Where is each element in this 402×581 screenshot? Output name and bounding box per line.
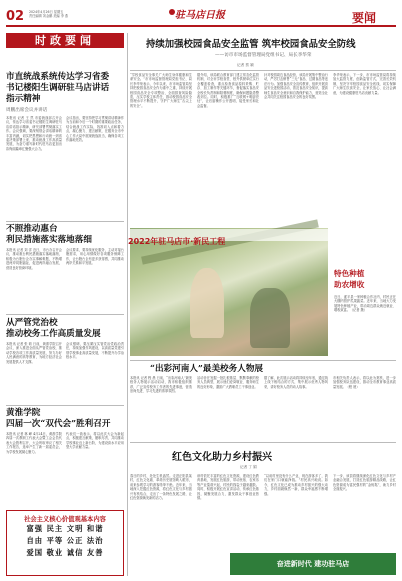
divider [6, 314, 124, 315]
body-text: 活动旨在发掘一批扎根基层、默默奉献的校务人员典型，展示他们爱岗敬业、服务师生的良好形象，激励广大教职员工干事创业。 [197, 376, 259, 389]
body-text: “以前村里没有什么产业，现在游客多了，我们在家门口就能挣钱。”村民高兴地说。如今，红色文化已成为推动乡村振兴的强大动力，乡村面貌焕然一新，群众幸福感不断增强。 [264, 474, 328, 496]
main-headline[interactable]: 持续加强校园食品安全监管 筑牢校园食品安全防线 [146, 39, 356, 50]
left-headline-2[interactable] [6, 224, 126, 246]
left-subheadline-1: 周鹏出席会议并讲话 [6, 108, 48, 113]
body-text: 本报讯 记者 程 晨 日前，“出彩河南人”最美校务人物展示活动启动，我市积极组织推荐，广泛宣传校务工作者的先进事迹，营造崇尚先进、学习先进的浓厚氛围。 [130, 376, 192, 394]
left-headline-3[interactable] [6, 318, 126, 340]
divider [130, 360, 396, 361]
body-text: 针对校园周边食品经营，该局开展集中整治行动，严厉打击销售“三无”食品、过期食品等违法行为。加强食品安全宣传教育，组织开展食品安全进校园活动，普及食品安全知识，提高师生食品安全意识和自我保护能力，营造全社会共同关注校园食品安全的良好氛围。 [264, 73, 328, 100]
masthead-rule [6, 25, 396, 27]
story2-headline[interactable]: “出彩河南人”最美校务人物展 [150, 364, 264, 374]
column-tag [6, 33, 124, 48]
bottom-banner-text: 奋进新时代 建功驻马店 [276, 560, 350, 568]
left-headline-4-line: 四届一次“双代会”胜利召开 [6, 419, 111, 429]
body-text: 会议指出，要坚持把学习贯彻讲话精神作为当前和今后一个时期的重要政治任务，结合统战工作实际，找准切入点和着力点，凝心聚力、建言献策，在服务全市中心工作大局中展现统战担当，确保各项工作落地见效。 [66, 116, 124, 143]
body-text: 本报讯 记者 王 然 市委统战部召开会议，传达学习省委书记楼阳生调研驻马店讲话指示精神，研究部署贯彻落实工作。会议强调，要深刻领会讲话精神的丰富内涵，切实把思想和行动统一到省委决策部署上来，推动统战工作高质量发展，为奋力谱写新时代驻马店更加出彩绚丽篇章汇聚强大合力。 [6, 116, 62, 151]
body-text: 代表们一致表示，将以此次大会为新起点，积极建言献策，履职尽责，共同推动学校事业迈上新台阶，为建设高水平应用型大学贡献力量。 [66, 432, 124, 450]
photo-person [190, 268, 224, 338]
body-text: 会议要求，要持续优化服务，主动对接台胞需求，用心用情做好各项服务保障工作，让台胞台企有更多获得感，共同推动两岸关系和平发展。 [66, 248, 124, 266]
divider [6, 405, 124, 406]
bottom-banner [230, 553, 396, 575]
left-headline-1-line: 书记楼阳生调研驻马店讲话 [6, 83, 110, 93]
left-headline-2-line: 不照推动惠台 [6, 224, 58, 234]
left-headline-4[interactable] [6, 408, 126, 430]
main-byline: 记者 蔡 颖 [237, 63, 254, 67]
divider [6, 221, 124, 222]
core-values-row: 富强 民主 文明 和谐 [26, 524, 104, 533]
left-headline-3-line: 推动校务工作高质量发展 [6, 329, 101, 339]
left-headline-1[interactable] [6, 72, 126, 105]
body-text: 李华荣表示，下一步，市市场监管局将持续加大监管力度，创新监管方式，完善长效机制，坚决守牢校园食品安全底线，切实保障广大师生饮食安全，让家长放心、让社会满意，为建设健康驻马店贡献力量。 [333, 73, 396, 95]
photo-banner-text: 2022年驻马店市·新民工程 [128, 237, 226, 246]
editor-line: 责任编辑 刘金鹏 美编 李 燕 [29, 14, 69, 19]
body-text: 本报讯 记者 林 峰 4月24日，黄淮学院四届一次教职工代表大会暨工会会员代表大会胜利召开，大会听取审议了相关工作报告，选举产生了新一届委员会，为学校发展凝心聚力。 [6, 432, 62, 454]
body-text: 本报讯 记者 刘 洋 近日，市台办召开会议，推动惠台利民措施落实落地落细，积极为台胞台企办实事解难题，不断增进两岸同胞福祉，促进两岸融合发展，营造良好营商环境。 [6, 248, 62, 270]
column-divider [127, 33, 128, 576]
issue-date [29, 10, 89, 18]
main-subtitle: ——访市市场监督管理局党组书记、局长李华荣 [215, 53, 312, 58]
left-headline-1-line: 指示精神 [6, 94, 41, 104]
photo-caption-title [334, 268, 396, 290]
body-text: 下一步，该县将继续深化红色文化与乡村产业融合发展，打造红色旅游精品线路，让红色资源成为富民强村的“金钥匙”，助力乡村全面振兴。 [333, 474, 396, 492]
body-text: 据介绍，该局联合教育部门建立常态化监管机制，对全市学校食堂、校外供餐单位实行全覆盖检查，重点检查食品原料采购、贮存、加工制作等关键环节，督促落实食品安全校长负责制和陪餐制度，确保问题隐患整改到位。同时，积极推广“互联网+明厨亮灶”，让后厨操作公开透明，接受家长和社会监督。 [197, 73, 259, 108]
photo-banner [128, 229, 328, 246]
page-number: 02 [6, 9, 25, 24]
core-values-row: 爱国 敬业 诚信 友善 [26, 548, 104, 557]
body-text: 该村依托丰富的红色文化资源，建设红色教育基地，发展红色旅游，带动民宿、农家乐等产业蓬勃兴起，村民的钱袋子越来越鼓。同时，积极开展红色宣讲活动，传承红色基因，凝聚发展合力，激发群众干事创业热情。 [197, 474, 259, 501]
body-text: 市相关负责人表示，将以此为契机，进一步加强校务队伍建设，推动全市教育事业高质量发展。（程 晨） [333, 376, 396, 389]
divider [130, 442, 396, 443]
photo-caption-title-line: 特色种植 [334, 269, 365, 278]
core-values-row: 自由 平等 公正 法治 [26, 536, 104, 545]
issue-date-line: 2024年4月26日 星期五 [29, 10, 64, 14]
body-text: “学校食品安全事关广大师生身体健康和生命安全。”市市场监督管理局党组书记、局长李华荣表示，今年以来，市市场监管局坚持把校园食品安全作为重中之重，持续开展校园食品安全专项整治，全面排查风险隐患，压实学校主体责任，推动校园食品安全管理水平不断提升，守护广大师生“舌尖上的安全”。 [130, 73, 192, 108]
story3-headline[interactable]: 红色文化助力乡村振兴 [172, 452, 272, 463]
divider [130, 70, 396, 71]
photo-caption-title-line: 助农增收 [334, 280, 365, 289]
core-values-box [6, 510, 124, 576]
newspaper-logo: 驻马店日报 [175, 10, 225, 21]
body-text: 本报讯 记者 张 莉 日前，黄淮学院召开会议，深入推进全面从严管党治校，推动学校各项工作高质量发展，努力办好人民满意的高等教育，为地方经济社会发展提供人才支撑。 [6, 342, 62, 364]
left-headline-3-line: 从严管党治校 [6, 318, 58, 328]
photo-caption-text: 近日，遂平县一家种植合作社内，村民正在大棚内管护瓜果蔬菜。近年来，当地大力发展特色种植产业，带动周边群众就近就业、增收致富。（记者 摄） [334, 295, 396, 313]
body-text: 春日的乡村，处处生机盎然。走进正阳县某村，红色文化墙、革命历史展馆映入眼帘，前来参观学习的游客络绎不绝。近年来，当地深入挖掘红色资源，将红色文化与乡村振兴有机结合，走出了一条特色发展之路，让红色资源焕发新的活力。 [130, 474, 192, 501]
body-text: 会议强调，要压紧压实管党治党政治责任，持续加强作风建设，以高质量党建引领学校事业高质量发展，不断提升办学治校水平。 [66, 342, 124, 360]
section-label: 要闻 [352, 11, 377, 25]
left-headline-2-line: 利民措施落实落地落细 [6, 235, 92, 245]
core-values-title: 社会主义核心价值观基本内容 [24, 516, 106, 523]
body-text: 据了解，此次展示活动将持续至年底，通过线上线下相结合的方式，集中展示优秀人物风采，讲好校务人员的动人故事。 [264, 376, 328, 389]
farm-photo[interactable] [130, 228, 328, 356]
story3-byline: 记者 丁 娟 [240, 465, 257, 469]
left-headline-4-line: 黄淮学院 [6, 408, 41, 418]
photo-person [250, 288, 290, 348]
column-tag-label: 时政要闻 [35, 34, 95, 47]
left-headline-1-line: 市直统战系统传达学习省委 [6, 72, 110, 82]
